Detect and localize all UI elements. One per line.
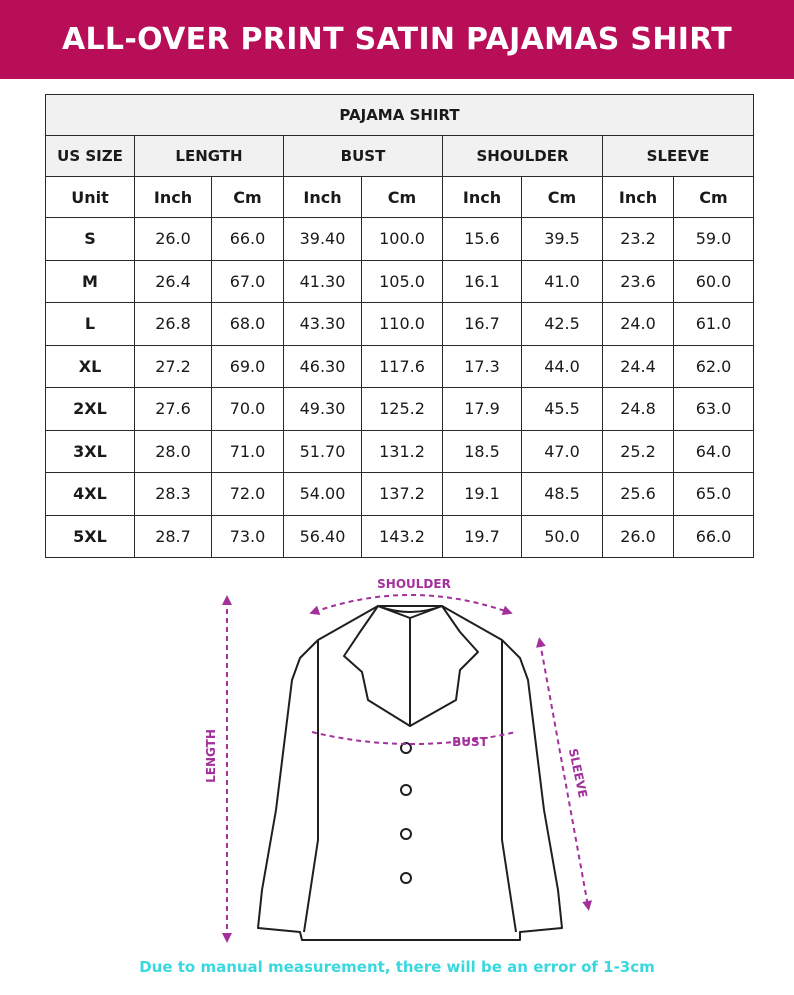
value-cell: 25.2 [603, 430, 674, 473]
value-cell: 16.7 [443, 303, 522, 346]
group-header-shoulder: SHOULDER [443, 136, 603, 177]
value-cell: 26.4 [135, 260, 212, 303]
value-cell: 39.40 [284, 218, 362, 261]
value-cell: 16.1 [443, 260, 522, 303]
table-body [46, 218, 754, 558]
value-cell: 105.0 [362, 260, 443, 303]
value-cell: 143.2 [362, 515, 443, 558]
page-title: ALL-OVER PRINT SATIN PAJAMAS SHIRT [61, 22, 733, 57]
value-cell: 47.0 [522, 430, 603, 473]
value-cell: 24.8 [603, 388, 674, 431]
value-cell: 39.5 [522, 218, 603, 261]
value-cell: 63.0 [674, 388, 754, 431]
value-cell: 49.30 [284, 388, 362, 431]
table-row [46, 303, 754, 346]
value-cell: 68.0 [212, 303, 284, 346]
value-cell: 48.5 [522, 473, 603, 516]
size-cell: 3XL [46, 430, 135, 473]
value-cell: 61.0 [674, 303, 754, 346]
sleeve-label: SLEEVE [565, 747, 590, 800]
value-cell: 131.2 [362, 430, 443, 473]
value-cell: 70.0 [212, 388, 284, 431]
value-cell: 67.0 [212, 260, 284, 303]
value-cell: 62.0 [674, 345, 754, 388]
value-cell: 28.0 [135, 430, 212, 473]
unit-cell: Cm [362, 177, 443, 218]
value-cell: 60.0 [674, 260, 754, 303]
button [401, 873, 411, 883]
value-cell: 41.0 [522, 260, 603, 303]
value-cell: 59.0 [674, 218, 754, 261]
value-cell: 46.30 [284, 345, 362, 388]
value-cell: 24.0 [603, 303, 674, 346]
shirt-diagram [0, 560, 794, 960]
value-cell: 41.30 [284, 260, 362, 303]
unit-cell: Inch [443, 177, 522, 218]
group-header-length: LENGTH [135, 136, 284, 177]
value-cell: 110.0 [362, 303, 443, 346]
table-caption-row [46, 95, 754, 136]
size-cell: 4XL [46, 473, 135, 516]
table-row [46, 388, 754, 431]
table-header-row [46, 136, 754, 177]
value-cell: 23.6 [603, 260, 674, 303]
length-label: LENGTH [204, 729, 218, 783]
value-cell: 25.6 [603, 473, 674, 516]
value-cell: 64.0 [674, 430, 754, 473]
value-cell: 54.00 [284, 473, 362, 516]
size-cell: XL [46, 345, 135, 388]
unit-row [46, 177, 754, 218]
value-cell: 27.2 [135, 345, 212, 388]
group-header-bust: BUST [284, 136, 443, 177]
table-row [46, 260, 754, 303]
value-cell: 50.0 [522, 515, 603, 558]
unit-cell: Cm [674, 177, 754, 218]
shirt-outline [258, 606, 562, 940]
table-caption: PAJAMA SHIRT [46, 95, 754, 136]
unit-cell: Inch [603, 177, 674, 218]
value-cell: 45.5 [522, 388, 603, 431]
unit-cell: Cm [212, 177, 284, 218]
size-cell: S [46, 218, 135, 261]
value-cell: 117.6 [362, 345, 443, 388]
table-row [46, 218, 754, 261]
button [401, 785, 411, 795]
value-cell: 28.7 [135, 515, 212, 558]
size-cell: L [46, 303, 135, 346]
value-cell: 28.3 [135, 473, 212, 516]
value-cell: 19.1 [443, 473, 522, 516]
value-cell: 56.40 [284, 515, 362, 558]
value-cell: 125.2 [362, 388, 443, 431]
value-cell: 66.0 [212, 218, 284, 261]
value-cell: 42.5 [522, 303, 603, 346]
size-header: US SIZE [46, 136, 135, 177]
value-cell: 26.0 [135, 218, 212, 261]
table-row [46, 515, 754, 558]
value-cell: 15.6 [443, 218, 522, 261]
value-cell: 44.0 [522, 345, 603, 388]
table-row [46, 345, 754, 388]
value-cell: 66.0 [674, 515, 754, 558]
value-cell: 19.7 [443, 515, 522, 558]
table-row [46, 430, 754, 473]
value-cell: 73.0 [212, 515, 284, 558]
unit-cell: Inch [284, 177, 362, 218]
unit-cell: Inch [135, 177, 212, 218]
value-cell: 26.0 [603, 515, 674, 558]
value-cell: 17.9 [443, 388, 522, 431]
value-cell: 137.2 [362, 473, 443, 516]
value-cell: 26.8 [135, 303, 212, 346]
value-cell: 51.70 [284, 430, 362, 473]
size-chart-table [45, 94, 754, 558]
shoulder-label: SHOULDER [377, 577, 451, 591]
value-cell: 43.30 [284, 303, 362, 346]
value-cell: 72.0 [212, 473, 284, 516]
value-cell: 69.0 [212, 345, 284, 388]
value-cell: 100.0 [362, 218, 443, 261]
unit-label: Unit [46, 177, 135, 218]
value-cell: 18.5 [443, 430, 522, 473]
size-cell: M [46, 260, 135, 303]
button [401, 829, 411, 839]
measurement-note: Due to manual measurement, there will be an error of 1-3cm [139, 958, 655, 976]
bust-label: BUST [452, 735, 488, 749]
table-row [46, 473, 754, 516]
group-header-sleeve: SLEEVE [603, 136, 754, 177]
value-cell: 23.2 [603, 218, 674, 261]
value-cell: 27.6 [135, 388, 212, 431]
value-cell: 65.0 [674, 473, 754, 516]
size-cell: 2XL [46, 388, 135, 431]
value-cell: 17.3 [443, 345, 522, 388]
value-cell: 71.0 [212, 430, 284, 473]
title-banner [0, 0, 794, 79]
value-cell: 24.4 [603, 345, 674, 388]
unit-cell: Cm [522, 177, 603, 218]
size-cell: 5XL [46, 515, 135, 558]
